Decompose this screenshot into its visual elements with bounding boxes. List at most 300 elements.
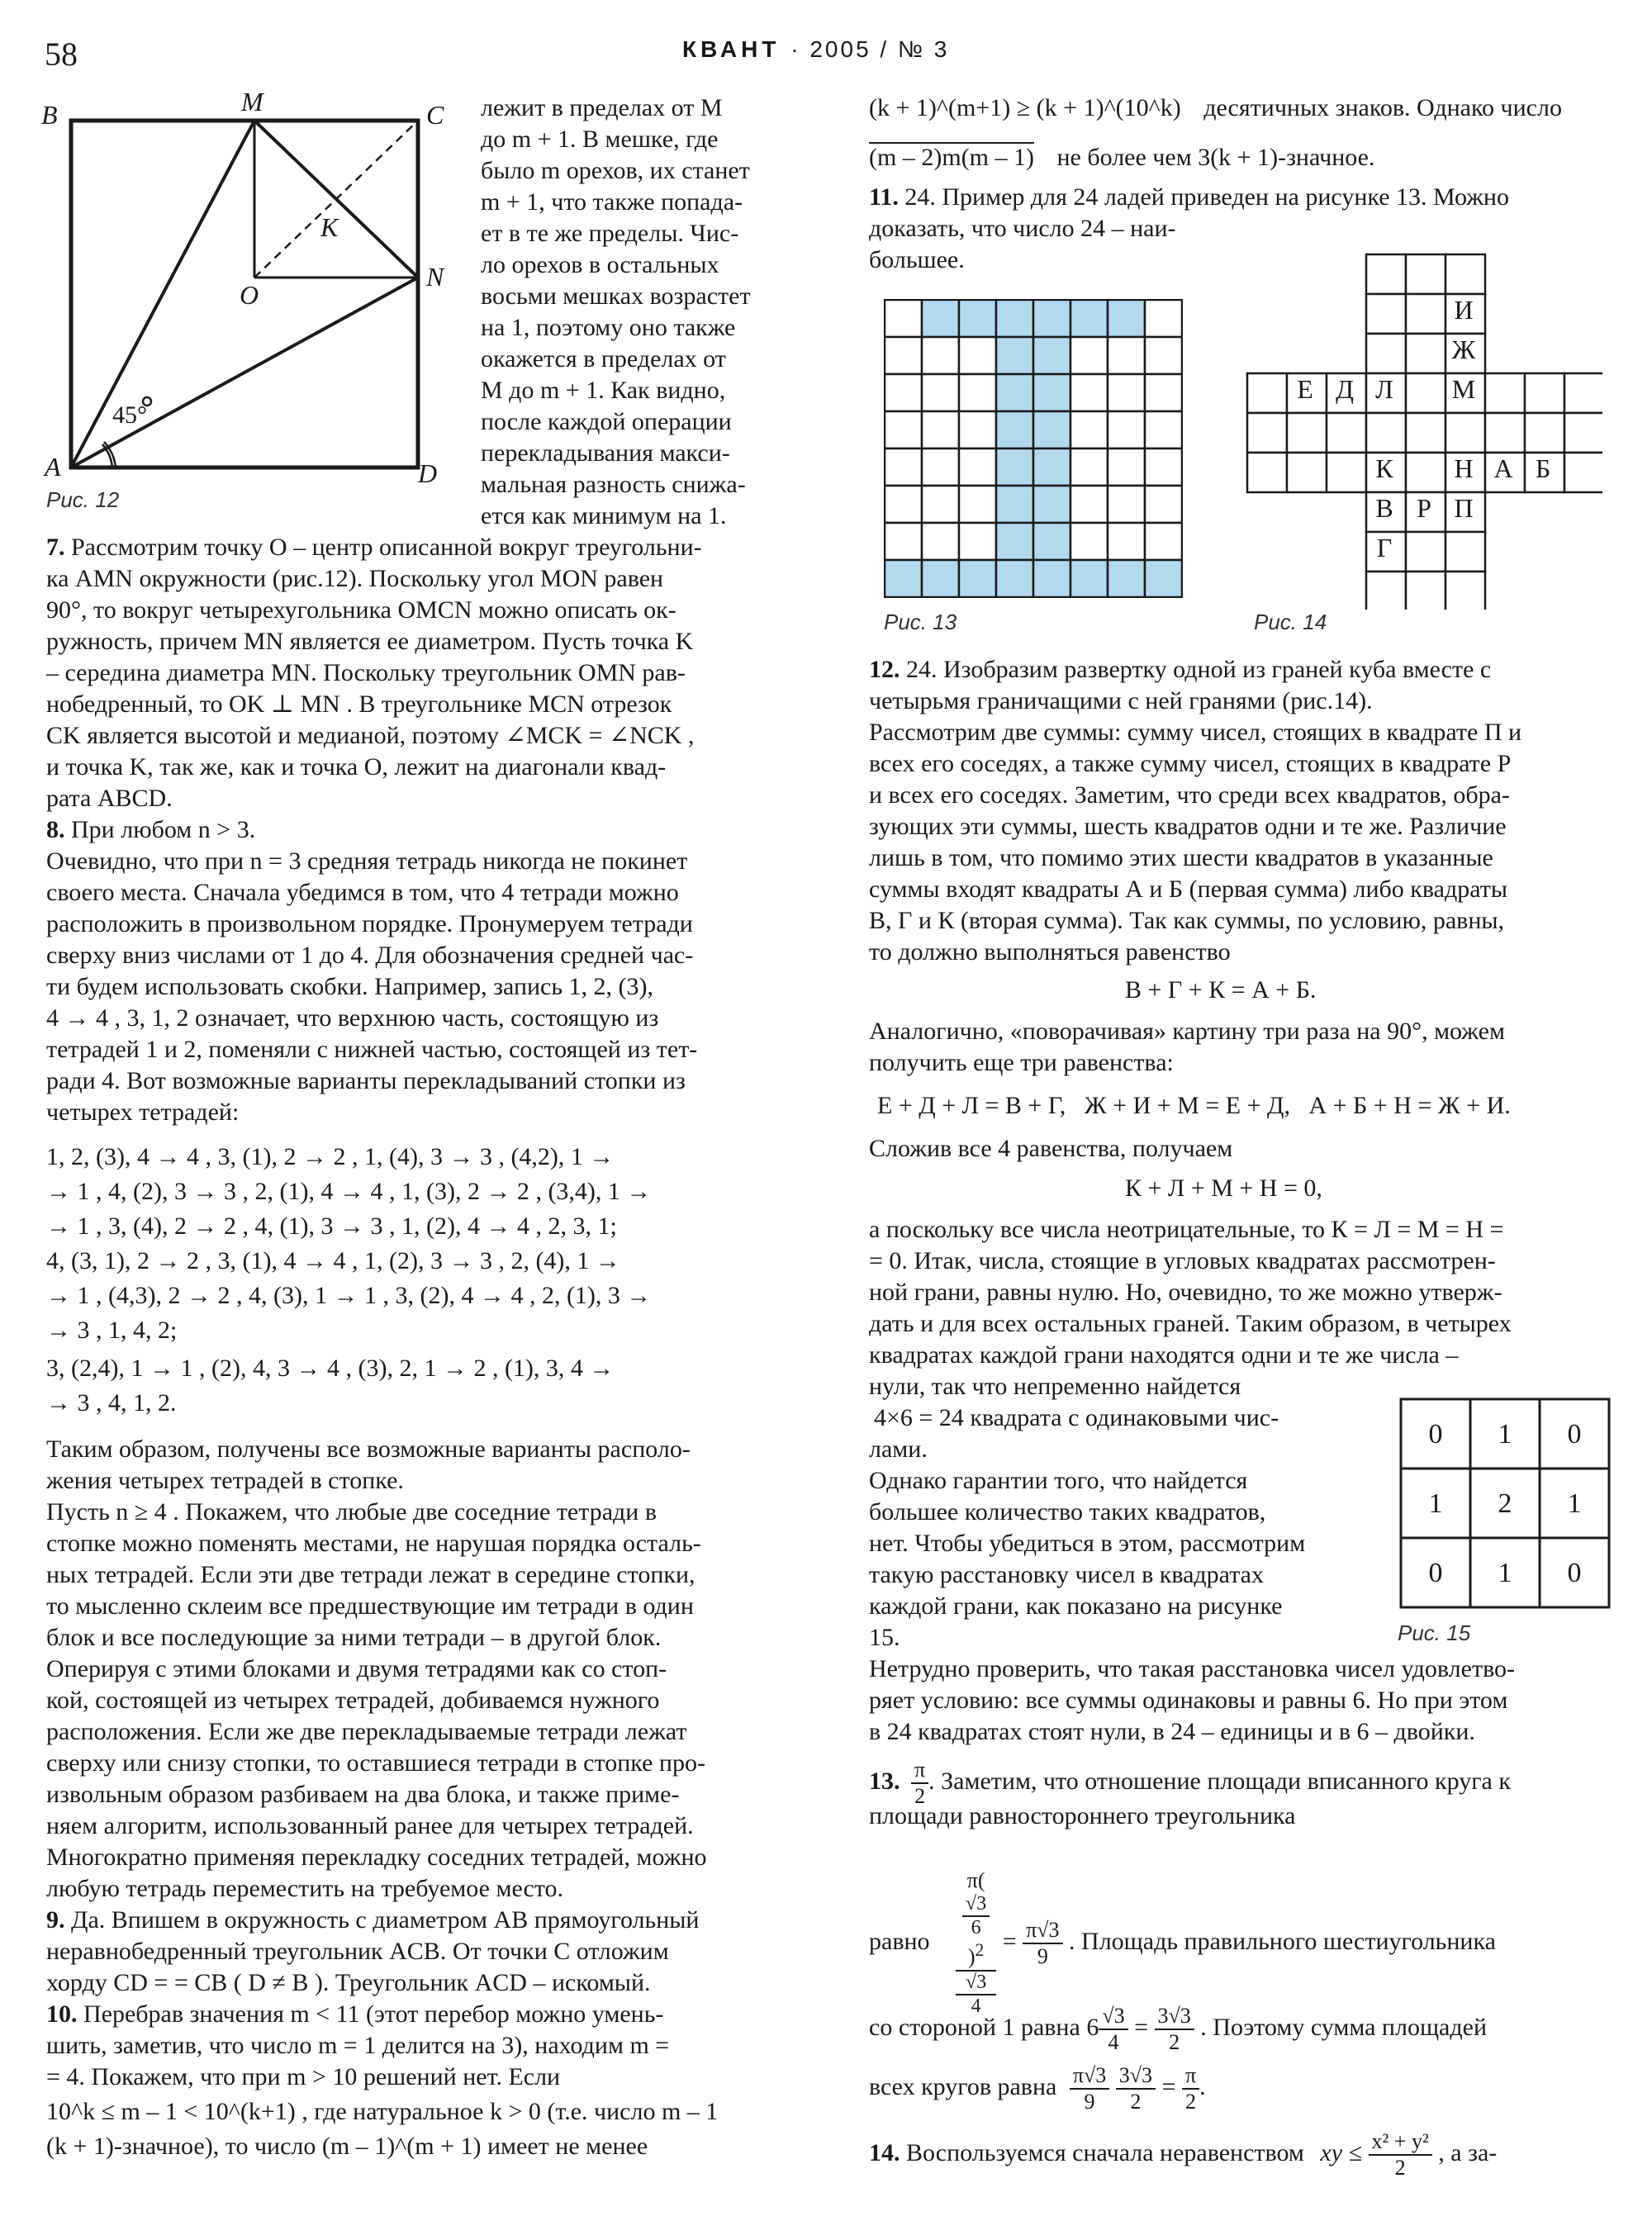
page-number: 58 bbox=[45, 36, 78, 73]
fig13-caption: Рис. 13 bbox=[884, 610, 957, 634]
text-line: ти будем использовать скобки. Например, запись 1, 2, (3), bbox=[46, 973, 654, 1000]
grid-cell bbox=[1108, 560, 1145, 597]
journal-title bbox=[682, 36, 949, 63]
grid-cell bbox=[1145, 486, 1182, 523]
text-line: квадратах каждой грани находятся одни и те же числа – bbox=[869, 1341, 1459, 1369]
text-line: после каждой операции bbox=[481, 408, 732, 435]
text-line: Рассмотрим две суммы: сумму чисел, стоящих в квадрате П и bbox=[869, 719, 1522, 746]
grid-cell bbox=[996, 337, 1033, 374]
cell-n: Н bbox=[1454, 453, 1474, 483]
grid-cell bbox=[922, 337, 959, 374]
text-line: Воспользуемся сначала неравенством bbox=[906, 2139, 1304, 2166]
text-line: 24. Пример для 24 ладей приведен на рисунке 13. Можно bbox=[904, 183, 1509, 211]
text-line: окажется в пределах от bbox=[481, 345, 726, 372]
text-line: жения четырех тетрадей в стопке. bbox=[46, 1467, 404, 1494]
grid-cell bbox=[996, 411, 1033, 448]
label-angle: 45° bbox=[112, 401, 147, 429]
journal-name: КВАНТ bbox=[682, 36, 781, 62]
fraction-pi-2 bbox=[1182, 2063, 1199, 2114]
text-line: При любом n > 3. bbox=[71, 816, 256, 843]
net-cell bbox=[1366, 572, 1406, 610]
text-line: доказать, что число 24 – наи- bbox=[869, 215, 1176, 242]
numerator: π( √3 6 )$^2$ bbox=[956, 1868, 996, 1972]
cell-zh: Ж bbox=[1451, 335, 1476, 364]
text-line: своего места. Сначала убедимся в том, что 4 тетради можно bbox=[46, 879, 679, 906]
cell-m: М bbox=[1451, 374, 1476, 404]
cell-l: Л bbox=[1375, 374, 1393, 404]
label-b: B bbox=[41, 100, 58, 130]
grid-cell bbox=[996, 486, 1033, 523]
text-line: большее количество таких квадратов, bbox=[869, 1498, 1266, 1526]
sequence-line: → 3 , 4, 1, 2. bbox=[46, 1389, 177, 1416]
value-cell-text: 1 bbox=[1428, 1488, 1443, 1519]
text-line: хорду CD = = CB ( D ≠ B ). Треугольник ACD – искомый. bbox=[46, 1969, 651, 1996]
label-a: A bbox=[45, 452, 61, 482]
net-cell bbox=[1406, 294, 1446, 334]
text-line: четырех тетрадей: bbox=[46, 1099, 240, 1126]
grid-cell bbox=[959, 337, 996, 374]
grid-cell bbox=[1145, 448, 1182, 486]
net-cell bbox=[1446, 572, 1485, 610]
value-cell-text: 1 bbox=[1498, 1558, 1512, 1588]
journal-issue: · 2005 / № 3 bbox=[790, 36, 950, 62]
text-line: зующих эти суммы, шесть квадратов одни и те же. Различие bbox=[869, 813, 1507, 840]
text-line: Да. Впишем в окружность с диаметром AB прямоугольный bbox=[71, 1906, 700, 1934]
formula: (k + 1)^(m+1) ≥ (k + 1)^(10^k) bbox=[869, 94, 1181, 121]
text-line: а поскольку все числа неотрицательные, то К = Л = М = Н = bbox=[869, 1216, 1504, 1243]
denominator: 2 bbox=[1130, 2090, 1142, 2114]
grid-cell bbox=[885, 374, 922, 411]
text-line: тетрадей 1 и 2, поменяли с нижней частью, состоящей из тет- bbox=[46, 1036, 698, 1063]
col2-top-line-1 bbox=[869, 93, 1562, 124]
text-line: лежит в пределах от M bbox=[481, 94, 723, 121]
problem-13-side-line bbox=[869, 1999, 1487, 2057]
fig14-caption: Рис. 14 bbox=[1254, 610, 1327, 634]
text-line: ных тетрадей. Если эти две тетради лежат в середине стопки, bbox=[46, 1561, 695, 1588]
inner-frac bbox=[962, 1893, 990, 1940]
problem-8-first-line bbox=[46, 814, 255, 846]
text-line: до m + 1. В мешке, где bbox=[481, 126, 719, 153]
text-line: не более чем 3(k + 1)-значное. bbox=[1056, 144, 1375, 171]
figure-14 bbox=[1246, 253, 1602, 610]
text-line: получить еще три равенства: bbox=[869, 1049, 1174, 1076]
text-line: неравнобедренный треугольник ACB. От точки C отложим bbox=[46, 1938, 669, 1965]
grid-cell bbox=[1033, 300, 1070, 337]
text-line: В, Г и К (вторая сумма). Так как суммы, по условию, равны, bbox=[869, 907, 1505, 934]
text-line: расположения. Если же две перекладываемые тетради лежат bbox=[46, 1718, 687, 1745]
net-cell bbox=[1287, 453, 1327, 492]
net-cell bbox=[1406, 334, 1446, 373]
label-c: C bbox=[426, 100, 444, 130]
grid-cell bbox=[922, 448, 959, 486]
net-cell bbox=[1406, 572, 1446, 610]
net-cell bbox=[1406, 532, 1446, 572]
grid-cell bbox=[1033, 486, 1070, 523]
grid-cell bbox=[996, 523, 1033, 560]
grid-cell bbox=[1070, 560, 1108, 597]
fraction-pi-sqrt3-9 bbox=[1023, 1918, 1062, 1969]
col2-top-line-2 bbox=[869, 142, 1374, 173]
problem-9-first-line bbox=[46, 1905, 699, 1936]
sequence-line: 1, 2, (3), 4 → 4 , 3, (1), 2 → 2 , 1, (4), 3 → 3 , (4,2), 1 → bbox=[46, 1143, 615, 1170]
text-line: . Площадь правильного шестиугольника bbox=[1069, 1927, 1496, 1955]
text-line: Многократно применяя перекладку соседних тетрадей, можно bbox=[46, 1844, 707, 1871]
text-line: всех кругов равна bbox=[869, 2073, 1057, 2100]
problem-number: 14. bbox=[869, 2139, 900, 2166]
problem-number: 9. bbox=[46, 1906, 65, 1934]
grid-cell bbox=[1070, 486, 1108, 523]
grid-cell bbox=[1033, 411, 1070, 448]
text-line: ружность, причем MN является ее диаметром. Пусть точка K bbox=[46, 628, 694, 655]
grid-cell bbox=[1108, 374, 1145, 411]
text-line: шить, заметив, что число m = 1 делится на 3), находим m = bbox=[46, 2032, 670, 2059]
grid-cell bbox=[996, 374, 1033, 411]
problem-number: 13. bbox=[869, 1767, 900, 1795]
grid-cell bbox=[959, 486, 996, 523]
value-cell-text: 0 bbox=[1567, 1558, 1582, 1588]
grid-cell bbox=[885, 411, 922, 448]
text-line: было m орехов, их станет bbox=[481, 157, 750, 184]
denominator: 9 bbox=[1037, 1943, 1048, 1968]
net-cell bbox=[1406, 373, 1446, 413]
net-cell bbox=[1366, 413, 1406, 453]
coefficient: 6 bbox=[1086, 2014, 1099, 2041]
numerator: π√3 bbox=[1070, 2063, 1109, 2090]
text-line: 10^k ≤ m – 1 < 10^(k+1) , где натуральное k > 0 (т.е. число m – 1 bbox=[46, 2098, 719, 2125]
grid-cell bbox=[922, 374, 959, 411]
text-line: . Заметим, что отношение площади вписанного круга к bbox=[928, 1767, 1511, 1795]
text-line: блок и все последующие за ними тетради – в другой блок. bbox=[46, 1624, 662, 1651]
grid-cell bbox=[1070, 337, 1108, 374]
text-line: на 1, поэтому оно также bbox=[481, 314, 736, 341]
text-line: ло орехов в остальных bbox=[481, 251, 719, 278]
grid-cell bbox=[1145, 300, 1182, 337]
problem-12-first-line bbox=[869, 654, 1491, 686]
text-line: = 0. Итак, числа, стоящие в угловых квадратах рассмотрен- bbox=[869, 1247, 1496, 1274]
grid-cell bbox=[885, 523, 922, 560]
equation-3: К + Л + М + Н = 0, bbox=[1125, 1174, 1322, 1202]
text-line: десятичных знаков. Однако число bbox=[1203, 94, 1562, 121]
numerator: 3√3 bbox=[1155, 2004, 1194, 2030]
net-cell bbox=[1564, 453, 1602, 492]
text-line: и точка K, так же, как и точка O, лежит на диагонали квад- bbox=[46, 753, 667, 781]
net-cell bbox=[1366, 254, 1406, 294]
problem-10-first-line bbox=[46, 1999, 663, 2030]
net-cell bbox=[1366, 294, 1406, 334]
grid-cell bbox=[922, 560, 959, 597]
text-line: (k + 1)-значное), то число (m – 1)^(m + 1) имеет не менее bbox=[46, 2133, 648, 2160]
net-cell bbox=[1406, 254, 1446, 294]
text-line: 24. Изобразим развертку одной из граней куба вместе с bbox=[906, 656, 1492, 683]
cell-p: П bbox=[1454, 493, 1474, 523]
text-line: сверху вниз числами от 1 до 4. Для обозначения средней час- bbox=[46, 942, 694, 969]
equals-sign: = bbox=[1002, 1927, 1023, 1955]
equation-1: В + Г + К = А + Б. bbox=[1125, 976, 1317, 1004]
grid-cell bbox=[1145, 337, 1182, 374]
net-cell bbox=[1485, 373, 1525, 413]
net-cell bbox=[1406, 453, 1446, 492]
equals-sign: = bbox=[1134, 2014, 1155, 2041]
grid-cell bbox=[959, 411, 996, 448]
period: . bbox=[1199, 2073, 1206, 2100]
numerator: √3 bbox=[956, 1972, 996, 1996]
label-m: M bbox=[241, 91, 263, 116]
text-line: Пусть n ≥ 4 . Покажем, что любые две соседние тетради в bbox=[46, 1498, 657, 1526]
text-line: стопке можно поменять местами, не нарушая порядка осталь- bbox=[46, 1530, 701, 1557]
text-line: Нетрудно проверить, что такая расстановка чисел удовлетво- bbox=[869, 1655, 1516, 1682]
grid-cell bbox=[959, 523, 996, 560]
fraction-3sqrt3-2 bbox=[1155, 2004, 1194, 2055]
cell-r: Р bbox=[1417, 493, 1431, 523]
net-cell bbox=[1327, 413, 1366, 453]
net-cell bbox=[1406, 413, 1446, 453]
grid-cell bbox=[922, 300, 959, 337]
grid-cell bbox=[922, 486, 959, 523]
denominator: 4 bbox=[971, 1995, 981, 2018]
text-line: 90°, то вокруг четырехугольника OMCN можно описать ок- bbox=[46, 596, 676, 624]
text-line: и всех его соседях. Заметим, что среди всех квадратов, обра- bbox=[869, 781, 1510, 809]
grid-cell bbox=[885, 300, 922, 337]
grid-cell bbox=[996, 560, 1033, 597]
cell-b: Б bbox=[1535, 453, 1551, 483]
text-line: лишь в том, что помимо этих шести квадратов в указанные bbox=[869, 844, 1493, 871]
grid-cell bbox=[1145, 411, 1182, 448]
denominator: 2 bbox=[1394, 2156, 1406, 2180]
numerator: √3 bbox=[1099, 2004, 1127, 2030]
grid-cell bbox=[959, 374, 996, 411]
net-cell bbox=[1446, 254, 1485, 294]
fraction-3sqrt3-2 bbox=[1116, 2063, 1156, 2114]
exponent: 2 bbox=[975, 1940, 985, 1961]
grid-cell bbox=[959, 560, 996, 597]
problem-7-first-line bbox=[46, 532, 702, 563]
text-line: ной грани, равны нулю. Но, очевидно, то же можно утверж- bbox=[869, 1279, 1502, 1306]
text-line: кой, состоящей из четырех тетрадей, добиваемся нужного bbox=[46, 1687, 660, 1714]
cell-i: И bbox=[1454, 295, 1474, 325]
net-cell bbox=[1247, 453, 1287, 492]
text-line: то мысленно склеим все предшествующие им тетради в один bbox=[46, 1592, 694, 1620]
text-line: мальная разность снижа- bbox=[481, 471, 746, 498]
text-line: в 24 квадратах стоят нули, в 24 – единицы и в 6 – двойки. bbox=[869, 1718, 1475, 1745]
text-line: Оперируя с этими блоками и двумя тетрадями как со стоп- bbox=[46, 1655, 667, 1682]
sequence-line: → 3 , 1, 4, 2; bbox=[46, 1317, 178, 1344]
text-line: всех его соседях, а также сумму чисел, стоящих в квадрате Р bbox=[869, 750, 1512, 777]
grid-cell bbox=[1108, 486, 1145, 523]
text-line: дать и для всех остальных граней. Таким образом, в четырех bbox=[869, 1310, 1512, 1337]
net-cell bbox=[1485, 413, 1525, 453]
text-line: 15. bbox=[869, 1624, 900, 1651]
value-cell-text: 0 bbox=[1428, 1419, 1443, 1450]
numerator: π√3 bbox=[1023, 1918, 1062, 1944]
net-cell bbox=[1446, 532, 1485, 572]
fraction-x2y2-2 bbox=[1369, 2129, 1432, 2180]
text-line: Очевидно, что при n = 3 средняя тетрадь никогда не покинет bbox=[46, 847, 688, 875]
denominator: 9 bbox=[1084, 2090, 1095, 2114]
figure-12 bbox=[33, 91, 471, 487]
pi: π bbox=[966, 1868, 978, 1892]
value-cell-text: 2 bbox=[1498, 1488, 1512, 1519]
problem-number: 12. bbox=[869, 656, 900, 683]
text-line: сверху или снизу стопки, то оставшиеся тетради в стопке про- bbox=[46, 1749, 705, 1777]
grid-cell bbox=[1108, 300, 1145, 337]
value-cell-text: 0 bbox=[1428, 1558, 1443, 1588]
net-cell bbox=[1525, 413, 1564, 453]
grid-cell bbox=[959, 300, 996, 337]
numerator: π bbox=[911, 1758, 928, 1784]
problem-number: 10. bbox=[46, 2000, 78, 2028]
grid-cell bbox=[1070, 300, 1108, 337]
problem-number: 11. bbox=[869, 183, 899, 211]
grid-cell bbox=[922, 411, 959, 448]
grid-cell bbox=[1108, 448, 1145, 486]
text-line: нет. Чтобы убедиться в этом, рассмотрим bbox=[869, 1530, 1306, 1557]
problem-number: 7. bbox=[46, 534, 65, 561]
sequence-line: → 1 , 4, (2), 3 → 3 , 2, (1), 4 → 4 , 1, (3), 2 → 2 , (3,4), 1 → bbox=[46, 1178, 652, 1205]
sequence-line: → 1 , 3, (4), 2 → 2 , 4, (1), 3 → 3 , 1, (2), 4 → 4 , 2, 3, 1; bbox=[46, 1212, 617, 1240]
value-cell-text: 1 bbox=[1498, 1419, 1512, 1450]
grid-cell bbox=[885, 486, 922, 523]
text-line: Таким образом, получены все возможные варианты располо- bbox=[46, 1435, 691, 1463]
sequence-line: 3, (2,4), 1 → 1 , (2), 4, 3 → 4 , (3), 2, 1 → 2 , (1), 3, 4 → bbox=[46, 1355, 615, 1382]
text-line: перекладывания макси- bbox=[481, 439, 730, 467]
text-line: няем алгоритм, использованный ранее для четырех тетрадей. bbox=[46, 1812, 694, 1839]
problem-13-all-line bbox=[869, 2058, 1206, 2116]
fraction-big bbox=[956, 1868, 996, 2019]
grid-cell bbox=[922, 523, 959, 560]
grid-cell bbox=[885, 560, 922, 597]
sequence-line: → 1 , (4,3), 2 → 2 , 4, (3), 1 → 1 , 3, (2), 4 → 4 , 2, (1), 3 → bbox=[46, 1282, 652, 1309]
problem-13-ravno-line bbox=[869, 1868, 1496, 2019]
grid-cell bbox=[1108, 523, 1145, 560]
problem-number: 8. bbox=[46, 816, 65, 843]
text-line: Рассмотрим точку O – центр описанной вокруг треугольни- bbox=[71, 534, 702, 561]
net-cell bbox=[1327, 453, 1366, 492]
text-line: Аналогично, «поворачивая» картину три раза на 90°, можем bbox=[869, 1018, 1505, 1045]
grid-cell bbox=[885, 448, 922, 486]
grid-cell bbox=[1033, 374, 1070, 411]
text-line: то должно выполняться равенство bbox=[869, 938, 1231, 966]
formula-xy: xy ≤ bbox=[1320, 2139, 1363, 2166]
grid-cell bbox=[885, 337, 922, 374]
text-line: со стороной 1 равна bbox=[869, 2014, 1080, 2041]
text-line: 4×6 = 24 квадрата с одинаковыми чис- bbox=[874, 1404, 1279, 1431]
grid-cell bbox=[1070, 523, 1108, 560]
grid-cell bbox=[959, 448, 996, 486]
text-line: 4 → 4 , 3, 1, 2 означает, что верхнюю часть, состоящую из bbox=[46, 1004, 659, 1032]
numerator: π bbox=[1182, 2063, 1199, 2090]
cell-g: Г bbox=[1376, 533, 1393, 562]
text-line: m + 1, что также попада- bbox=[481, 188, 743, 216]
grid-cell bbox=[1070, 411, 1108, 448]
text-line: такую расстановку чисел в квадратах bbox=[869, 1561, 1264, 1588]
text-line: ется как минимум на 1. bbox=[481, 502, 727, 529]
fig12-caption: Рис. 12 bbox=[46, 487, 120, 512]
grid-cell bbox=[1145, 374, 1182, 411]
text-line: нули, так что непременно найдется bbox=[869, 1373, 1241, 1400]
text-line: ради 4. Вот возможные варианты перекладываний стопки из bbox=[46, 1067, 686, 1094]
text-line: . Поэтому сумма площадей bbox=[1200, 2014, 1488, 2041]
label-o: O bbox=[240, 280, 259, 310]
fraction-sqrt3-4 bbox=[1099, 2004, 1127, 2055]
figure-15 bbox=[1398, 1396, 1612, 1611]
text-line: ет в те же пределы. Чис- bbox=[481, 220, 739, 247]
text-line: лами. bbox=[869, 1435, 928, 1463]
fig15-caption: Рис. 15 bbox=[1398, 1620, 1471, 1645]
net-cell bbox=[1247, 373, 1287, 413]
text-word: равно bbox=[869, 1927, 930, 1955]
text-line: Однако гарантии того, что найдется bbox=[869, 1467, 1248, 1494]
text-line: , а за- bbox=[1438, 2139, 1498, 2166]
denominator: 2 bbox=[1169, 2030, 1180, 2055]
grid-cell bbox=[1108, 411, 1145, 448]
net-cell bbox=[1247, 413, 1287, 453]
net-cell bbox=[1366, 334, 1406, 373]
grid-cell bbox=[1070, 374, 1108, 411]
sequence-line: 4, (3, 1), 2 → 2 , 3, (1), 4 → 4 , 1, (2), 3 → 3 , 2, (4), 1 → bbox=[46, 1247, 620, 1274]
grid-cell bbox=[1033, 523, 1070, 560]
net-cell bbox=[1564, 413, 1602, 453]
value-cell-text: 1 bbox=[1567, 1488, 1582, 1519]
numerator: x² + y² bbox=[1369, 2129, 1432, 2156]
denominator: 2 bbox=[1185, 2090, 1197, 2114]
text-line: расположить в произвольном порядке. Пронумеруем тетради bbox=[46, 910, 693, 937]
text-line: восьми мешках возрастет bbox=[481, 282, 751, 310]
value-cell-text: 0 bbox=[1567, 1419, 1582, 1450]
numerator: 3√3 bbox=[1116, 2063, 1156, 2090]
text-line: извольным образом разбиваем на два блока, и также приме- bbox=[46, 1781, 680, 1808]
cell-v: В bbox=[1375, 493, 1393, 523]
text-line: четырьмя граничащими с ней гранями (рис.14). bbox=[869, 687, 1373, 714]
text-line: M до m + 1. Как видно, bbox=[481, 377, 726, 404]
grid-cell bbox=[996, 300, 1033, 337]
text-line: площади равностороннего треугольника bbox=[869, 1802, 1296, 1829]
text-line: суммы входят квадраты А и Б (первая сумма) либо квадраты bbox=[869, 875, 1508, 903]
cell-d: Д bbox=[1336, 374, 1354, 404]
grid-cell bbox=[1145, 523, 1182, 560]
text-line: Перебрав значения m < 11 (этот перебор можно умень- bbox=[83, 2000, 664, 2028]
grid-cell bbox=[1033, 337, 1070, 374]
denominator: 4 bbox=[1108, 2030, 1119, 2055]
net-cell bbox=[1525, 373, 1564, 413]
cell-e: Е bbox=[1297, 374, 1313, 404]
text-line: Сложив все 4 равенства, получаем bbox=[869, 1135, 1233, 1162]
label-n: N bbox=[426, 262, 444, 292]
grid-cell bbox=[1033, 448, 1070, 486]
text-line: любую тетрадь переместить на требуемое место. bbox=[46, 1875, 564, 1902]
problem-11-first-line bbox=[869, 182, 1509, 213]
text-line: большее. bbox=[869, 246, 965, 273]
net-cell bbox=[1446, 413, 1485, 453]
text-line: ряет условию: все суммы одинаковы и равны 6. Но при этом bbox=[869, 1687, 1508, 1714]
equation-2: Е + Д + Л = В + Г, Ж + И + М = Е + Д, А + Б + Н = Ж + И. bbox=[877, 1092, 1511, 1119]
net-cell bbox=[1564, 373, 1602, 413]
label-d: D bbox=[418, 458, 438, 487]
text-line: нобедренный, то OK ⊥ MN . В треугольнике MCN отрезок bbox=[46, 690, 672, 718]
cell-a: А bbox=[1493, 453, 1513, 483]
problem-14 bbox=[869, 2124, 1497, 2182]
text-line: CK является высотой и медианой, поэтому ∠MCK = ∠NCK , bbox=[46, 722, 695, 749]
grid-cell bbox=[1033, 560, 1070, 597]
numerator: √3 bbox=[962, 1893, 990, 1918]
grid-cell bbox=[1070, 448, 1108, 486]
denominator: 2 bbox=[914, 1783, 926, 1808]
grid-cell bbox=[996, 448, 1033, 486]
equals-sign: = bbox=[1161, 2073, 1182, 2100]
formula: (m – 2)m(m – 1) bbox=[869, 144, 1034, 171]
text-line: = 4. Покажем, что при m > 10 решений нет. Если bbox=[46, 2063, 561, 2090]
grid-cell bbox=[1108, 337, 1145, 374]
grid-cell bbox=[1145, 560, 1182, 597]
